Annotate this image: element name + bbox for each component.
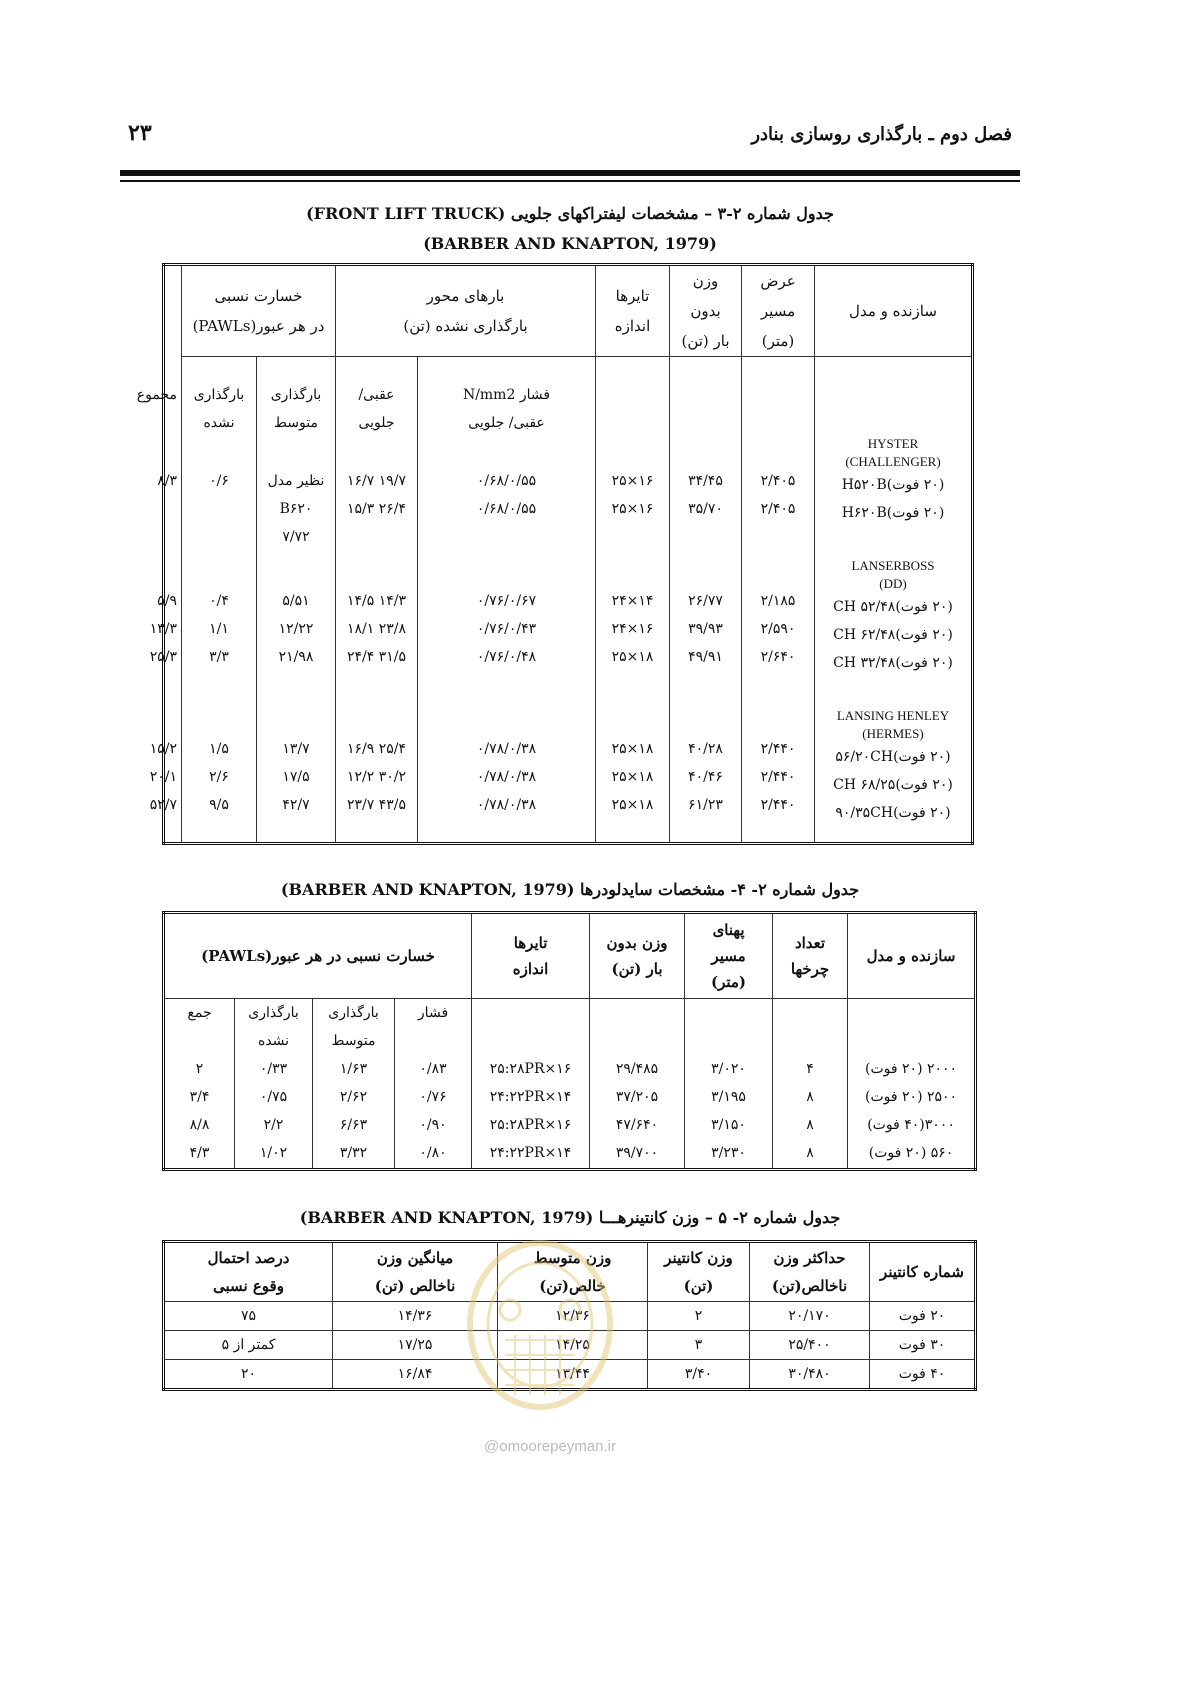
header-track-width: عرض مسیر (متر) [742,265,815,357]
header-container: شماره کانتینر [870,1242,976,1302]
col-unloaded: بارگذاری نشده ۰/۶ ۰/۴ ۱/۱ ۳/۳ ۱/۵ ۲/۶ ۹/۵ [181,357,256,844]
header-unladen-weight: وزن بدون بار (تن) [670,265,742,357]
header-manufacturer: سازنده و مدل [815,265,973,357]
header-tyres: تایرها اندازه [596,265,670,357]
header-rule-thin [120,180,1020,182]
col-rear-front: عقبی/ جلویی ۱۹/۷ ۱۶/۷ ۲۶/۴ ۱۵/۳ ۱۴/۳ ۱۴/۵ ۲۳/۸ ۱۸/۱ ۳۱/۵ ۲۴/۴ ۲۵/۴ ۱۶/۹ ۳۰/۲ ۱۲/۲ ۴۳/۵ ۲۳/۷ [336,357,418,844]
page-number: ۲۳ [128,120,152,146]
col-unl: بارگذاری نشده ۰/۳۳ ۰/۷۵ ۲/۲ ۱/۰۲ [235,999,313,1170]
model: (۲۰ فوت)H۵۲۰B [841,477,945,493]
model: (۲۰ فوت)۵۶/۲۰CH [835,749,951,765]
col-wheels: ۴ ۸ ۸ ۸ [773,999,848,1170]
model: (۲۰ فوت)۶۲/۴۸ CH [833,627,953,643]
table2-header-row [164,913,976,999]
header-wheels: تعداد چرخها [773,913,848,999]
header-rule [120,170,1020,176]
running-title: فصل دوم ـ بارگذاری روسازی بنادر [751,124,1012,145]
watermark-logo [455,1230,625,1440]
header-probability: درصد احتمال وقوع نسبی [164,1242,333,1302]
col-track-width: ۲/۴۰۵ ۲/۴۰۵ ۲/۱۸۵ ۲/۵۹۰ ۲/۶۴۰ ۲/۴۴۰ ۲/۴۴۰ ۲/۴۴۰ [742,357,815,844]
model: (۲۰ فوت)۳۲/۴۸ CH [833,655,953,671]
col-unladen-weight: ۳۴/۴۵ ۳۵/۷۰ ۲۶/۷۷ ۳۹/۹۳ ۴۹/۹۱ ۴۰/۲۸ ۴۰/۴۶ ۶۱/۲۳ [670,357,742,844]
table-row: ۲۰ فوت ۲۰/۱۷۰ ۲ ۱۲/۳۶ ۱۴/۳۶ ۷۵ [164,1302,976,1331]
col-total: جمع ۲ ۳/۴ ۸/۸ ۴/۳ [164,999,235,1170]
col-manufacturer [815,357,973,844]
table1-caption: جدول شماره ۲-۳ – مشخصات لیفتراکهای جلویی (FRONT LIFT TRUCK) [306,204,834,223]
table-row: ۴۰ فوت ۳۰/۴۸۰ ۳/۴۰ ۱۳/۴۴ ۱۶/۸۴ ۲۰ [164,1360,976,1390]
manufacturer-sub: (CHALLENGER) [845,454,941,469]
table3-caption: جدول شماره ۲- ۵ – وزن کانتینرهـــا (BARBER AND KNAPTON, 1979) [299,1208,841,1227]
col-tyre: ۱۶×۲۵:۲۸PR ۱۴×۲۴:۲۲PR ۱۶×۲۵:۲۸PR ۱۴×۲۴:۲۲PR [472,999,590,1170]
header-mean-gross: میانگین وزن ناخالص (تن) [333,1242,498,1302]
col-avg: بارگذاری متوسط ۱/۶۳ ۲/۶۲ ۶/۶۳ ۳/۳۲ [313,999,395,1170]
header-track: پهنای مسیر (متر) [685,913,773,999]
manufacturer-sub: (DD) [879,576,907,591]
table2-caption: جدول شماره ۲- ۴- مشخصات سایدلودرها (BARBER AND KNAPTON, 1979) [280,880,860,899]
col-pressure: فشار N/mm2 عقبی/ جلویی ۰/۶۸/۰/۵۵ ۰/۶۸/۰/۵۵ ۰/۷۶/۰/۶۷ ۰/۷۶/۰/۴۳ ۰/۷۶/۰/۴۸ ۰/۷۸/۰/۳۸ ۰/۷۸/۰/۳۸ ۰/۷۸/۰/۳۸ [418,357,596,844]
table1-caption-citation: (BARBER AND KNAPTON, 1979) [423,234,717,253]
header-axle-loads: بارهای محور بارگذاری نشده (تن) [336,265,596,357]
col-track: ۳/۰۲۰ ۳/۱۹۵ ۳/۱۵۰ ۳/۲۳۰ [685,999,773,1170]
header-pawls: خسارت نسبی در هر عبور(PAWLs) [164,913,472,999]
model: (۲۰ فوت)۹۰/۳۵CH [835,805,951,821]
header-tyres: تایرها اندازه [472,913,590,999]
table1-header-row [164,265,973,357]
header-avg-weight: وزن متوسط خالص(تن) [498,1242,648,1302]
header-weight: وزن بدون بار (تن) [590,913,685,999]
model: (۲۰ فوت)H۶۲۰B [841,505,945,521]
col-total: مجموع ۸/۳ ۵/۹ ۱۳/۳ ۲۵/۳ ۱۵/۲ ۲۰/۱ ۵۲/۷ [136,386,177,813]
watermark-site: @omoorepeyman.ir [484,1438,616,1455]
col-pressure: فشار ۰/۸۳ ۰/۷۶ ۰/۹۰ ۰/۸۰ [395,999,472,1170]
header-pawls: خسارت نسبی در هر عبور(PAWLs) [181,265,335,357]
table-row: ۳۰ فوت ۲۵/۴۰۰ ۳ ۱۴/۲۵ ۱۷/۲۵ کمتر از ۵ [164,1331,976,1360]
manufacturer-sub: (HERMES) [862,726,924,741]
col-avg-loading: بارگذاری متوسط نظیر مدل B۶۲۰ ۷/۷۲ ۵/۵۱ ۱۲/۲۲ ۲۱/۹۸ ۱۳/۷ ۱۷/۵ ۴۲/۷ [257,357,336,844]
col-tyres: ۱۶×۲۵ ۱۶×۲۵ ۱۴×۲۴ ۱۶×۲۴ ۱۸×۲۵ ۱۸×۲۵ ۱۸×۲۵ ۱۸×۲۵ [596,357,670,844]
table2-body [164,999,976,1170]
manufacturer-name: LANSING HENLEY [836,708,950,723]
header-container-weight: وزن کانتینر (تن) [648,1242,750,1302]
col-weight: ۲۹/۴۸۵ ۳۷/۲۰۵ ۴۷/۶۴۰ ۳۹/۷۰۰ [590,999,685,1170]
model: (۲۰ فوت)۵۲/۴۸ CH [833,599,953,615]
manufacturer-name: LANSERBOSS [851,558,935,573]
side-loader-table [162,911,977,1171]
model: (۲۰ فوت)۶۸/۲۵ CH [833,777,953,793]
manufacturer-name: HYSTER [867,436,919,451]
col-model: ۲۰۰۰ (۲۰ فوت) ۲۵۰۰ (۲۰ فوت) ۳۰۰۰(۴۰ فوت) ۵۶۰ (۲۰ فوت) [848,999,976,1170]
header-max-weight: حداکثر وزن ناخالص(تن) [750,1242,870,1302]
table1-body [164,357,973,844]
header-manufacturer: سازنده و مدل [848,913,976,999]
front-lift-truck-table [136,263,974,845]
